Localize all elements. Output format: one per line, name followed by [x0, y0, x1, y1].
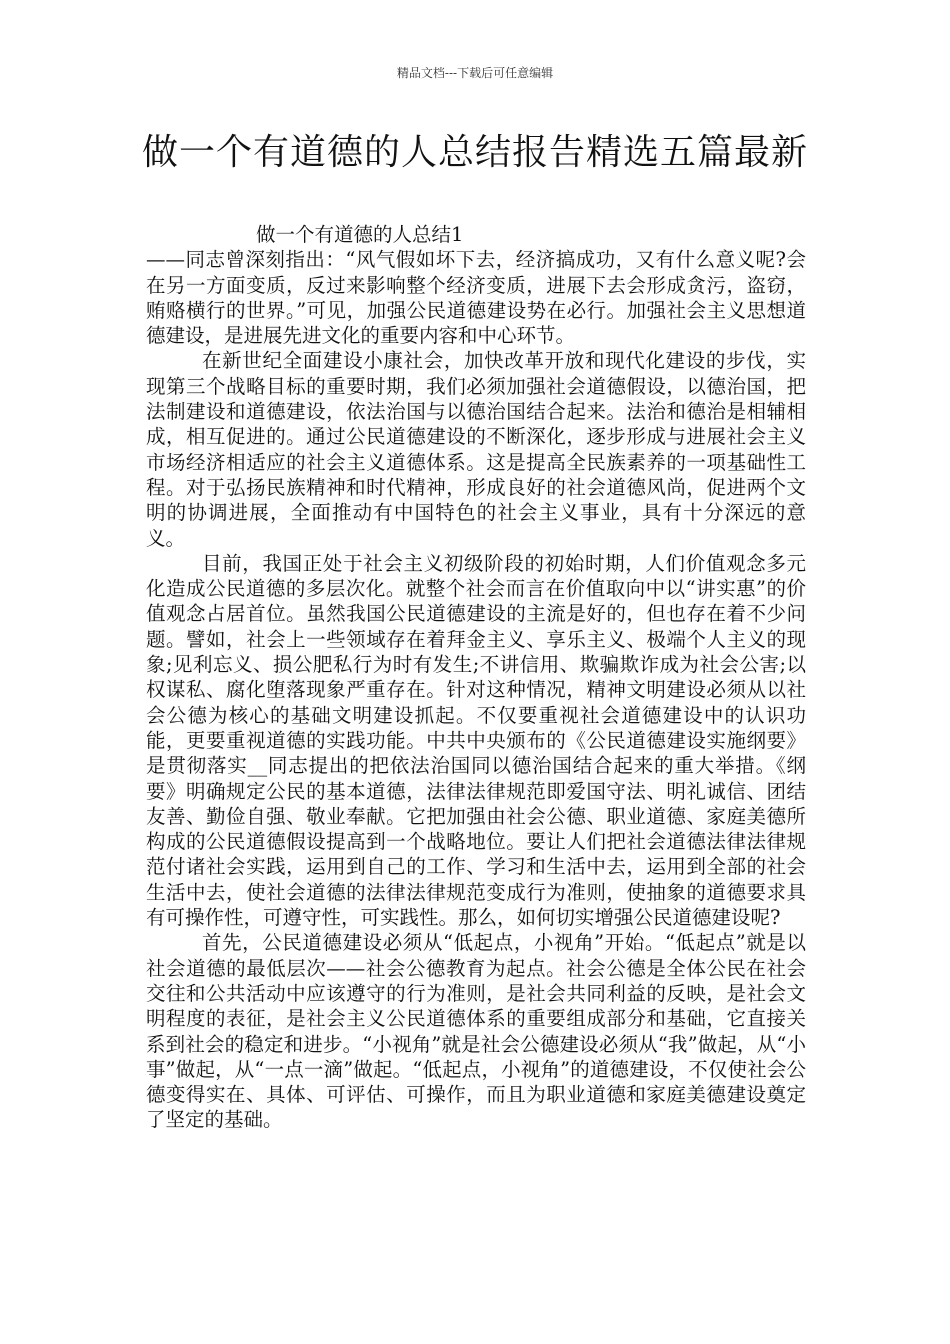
paragraph-3: 目前，我国正处于社会主义初级阶段的初始时期，人们价值观念多元化造成公民道德的多层次化。就整个社会而言在价值取向中以“讲实惠”的价值观念占居首位。虽然我国公民道德建设的主流是好的，但也存在着不少问题。譬如，社会上一些领域存在着拜金主义、享乐主义、极端个人主义的现象;见利忘义、损公肥私行为时有发生;不讲信用、欺骗欺诈成为社会公害;以权谋私、腐化堕落现象严重存在。针对这种情况，精神文明建设必须从以社会公德为核心的基础文明建设抓起。不仅要重视社会道德建设中的认识功能，更要重视道德的实践功能。中共中央颁布的《公民道德建设实施纲要》是贯彻落实__同志提出的把依法治国同以德治国结合起来的重大举措。《纲要》明确规定公民的基本道德，法律法律规范即爱国守法、明礼诚信、团结友善、勤俭自强、敬业奉献。它把加强由社会公德、职业道德、家庭美德所构成的公民道德假设提高到一个战略地位。要让人们把社会道德法律法律规范付诸社会实践，运用到自己的工作、学习和生活中去，运用到全部的社会生活中去，使社会道德的法律法律规范变成行为准则，使抽象的道德要求具有可操作性，可遵守性，可实践性。那么，如何切实增强公民道德建设呢?: [146, 551, 806, 930]
paragraph-1: ——同志曾深刻指出：“风气假如坏下去，经济搞成功，又有什么意义呢?会在另一方面变质，反过来影响整个经济变质，进展下去会形成贪污，盗窃，贿赂横行的世界。”可见，加强公民道德建设势在必行。加强社会主义思想道德建设，是进展先进文化的重要内容和中心环节。: [146, 248, 806, 348]
paragraph-4: 首先，公民道德建设必须从“低起点，小视角”开始。“低起点”就是以社会道德的最低层次——社会公德教育为起点。社会公德是全体公民在社会交往和公共活动中应该遵守的行为准则，是社会共同利益的反映，是社会文明程度的表征，是社会主义公民道德体系的重要组成部分和基础，它直接关系到社会的稳定和进步。“小视角”就是社会公德建设必须从“我”做起，从“小事”做起，从“一点一滴”做起。“低起点，小视角”的道德建设，不仅使社会公德变得实在、具体、可评估、可操作，而且为职业道德和家庭美德建设奠定了坚定的基础。: [146, 931, 806, 1132]
document-body: [146, 222, 806, 1133]
paragraph-2: 在新世纪全面建设小康社会，加快改革开放和现代化建设的步伐，实现第三个战略目标的重要时期，我们必须加强社会道德假设，以德治国，把法制建设和道德建设，依法治国与以德治国结合起来。法治和德治是相辅相成，相互促进的。通过公民道德建设的不断深化，逐步形成与进展社会主义市场经济相适应的社会主义道德体系。这是提高全民族素养的一项基础性工程。对于弘扬民族精神和时代精神，形成良好的社会道德风尚，促进两个文明的协调进展，全面推动有中国特色的社会主义事业，具有十分深远的意义。: [146, 349, 806, 550]
section-heading: 做一个有道德的人总结1: [256, 223, 464, 246]
document-title: 做一个有道德的人总结报告精选五篇最新: [141, 132, 808, 173]
page-header-note: 精品文档---下载后可任意编辑: [396, 66, 554, 80]
